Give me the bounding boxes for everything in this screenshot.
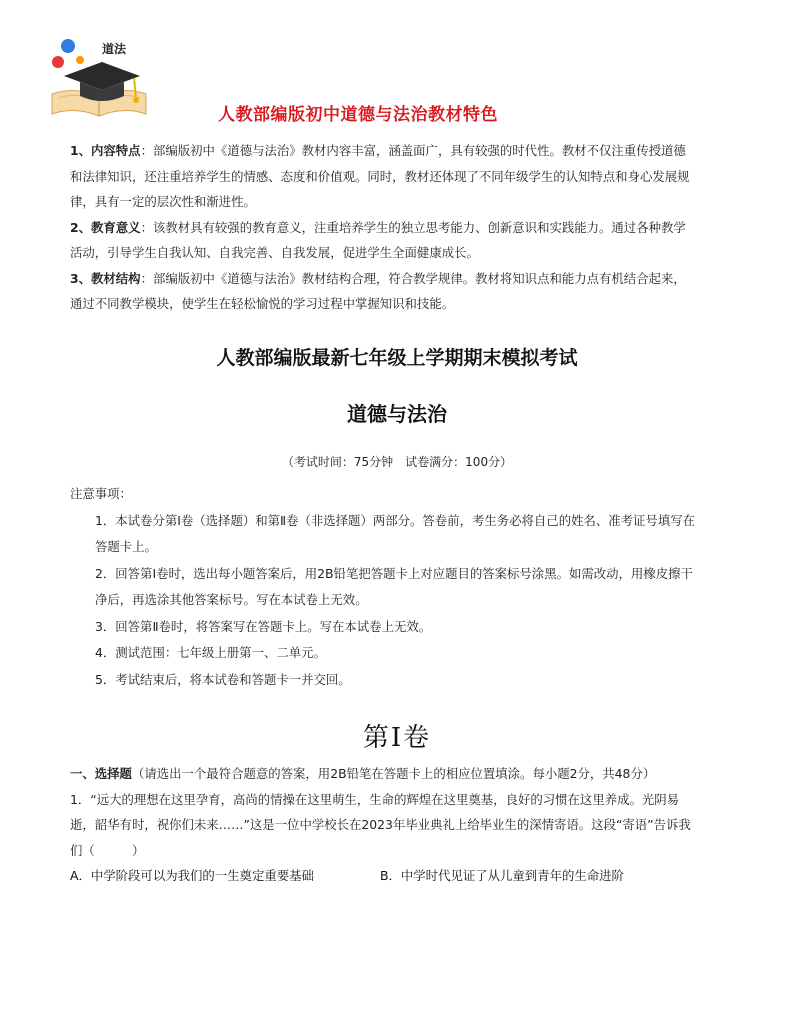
exam-title: 人教部编版最新七年级上学期期末模拟考试 — [216, 347, 578, 369]
feature-text: ：部编版初中《道德与法治》教材内容丰富，涵盖面广，具有较强的时代性。教材不仅注重传授道德和法律知识，还注重培养学生的情感、态度和价值观。同时，教材还体现了不同年级学生的认知特点和身心发展规律，具有一定的层次性和渐进性。 — [70, 143, 690, 209]
option-a: A．中学阶段可以为我们的一生奠定重要基础 — [70, 868, 314, 883]
graduation-cap-icon — [44, 36, 154, 126]
section-text: （请选出一个最符合题意的答案，用2B铅笔在答题卡上的相应位置填涂。每小题2分，共48分） — [131, 766, 656, 781]
exam-meta: （考试时间：75分钟 试卷满分：100分） — [281, 455, 513, 469]
question-1: 1．“远大的理想在这里孕育，高尚的情操在这里萌生，生命的辉煌在这里奠基，良好的习惯在这里养成。光阴易逝，韶华有时，祝你们未来……”这是一位中学校长在2023年毕业典礼上给毕业生的深情寄语。这段“寄语”告诉我们（ ） — [70, 791, 691, 858]
feature-heading: 3、教材结构 — [70, 270, 141, 286]
note-item: 4．测试范围：七年级上册第一、二单元。 — [95, 645, 326, 660]
feature-paragraph — [70, 266, 690, 317]
feature-paragraph — [70, 138, 690, 215]
volume-heading: 第Ⅰ卷 — [362, 723, 432, 753]
subject-logo — [44, 36, 154, 126]
logo-label: 道法 — [102, 42, 127, 56]
notes-heading: 注意事项： — [70, 486, 132, 501]
banner-title: 人教部编版初中道德与法治教材特色 — [218, 105, 498, 125]
feature-text: ：部编版初中《道德与法治》教材结构合理，符合教学规律。教材将知识点和能力点有机结合起来，通过不同教学模块，使学生在轻松愉悦的学习过程中掌握知识和技能。 — [70, 270, 686, 311]
option-b: B．中学时代见证了从儿童到青年的生命进阶 — [380, 868, 624, 883]
feature-heading: 1、内容特点 — [70, 143, 141, 158]
section-instructions — [70, 761, 700, 787]
feature-text: ：该教材具有较强的教育意义，注重培养学生的独立思考能力、创新意识和实践能力。通过各种教学活动，引导学生自我认知、自我完善、自我发展，促进学生全面健康成长。 — [70, 219, 686, 260]
feature-heading: 2、教育意义 — [70, 219, 141, 235]
section-heading: 一、选择题 — [70, 766, 132, 781]
note-item: 5．考试结束后，将本试卷和答题卡一并交回。 — [95, 671, 351, 687]
note-item: 2．回答第Ⅰ卷时，选出每小题答案后，用2B铅笔把答题卡上对应题目的答案标号涂黑。如需改动，用橡皮擦干净后，再选涂其他答案标号。写在本试卷上无效。 — [95, 565, 693, 607]
choice-section — [70, 761, 700, 889]
feature-paragraph — [70, 215, 690, 266]
note-item: 1．本试卷分第Ⅰ卷（选择题）和第Ⅱ卷（非选择题）两部分。答卷前，考生务必将自己的姓名、准考证号填写在答题卡上。 — [95, 512, 695, 554]
note-item: 3．回答第Ⅱ卷时，将答案写在答题卡上。写在本试卷上无效。 — [95, 618, 432, 634]
textbook-features — [70, 138, 690, 317]
question-1-options — [70, 863, 700, 889]
exam-subject: 道德与法治 — [347, 402, 447, 426]
exam-notes — [70, 481, 700, 693]
